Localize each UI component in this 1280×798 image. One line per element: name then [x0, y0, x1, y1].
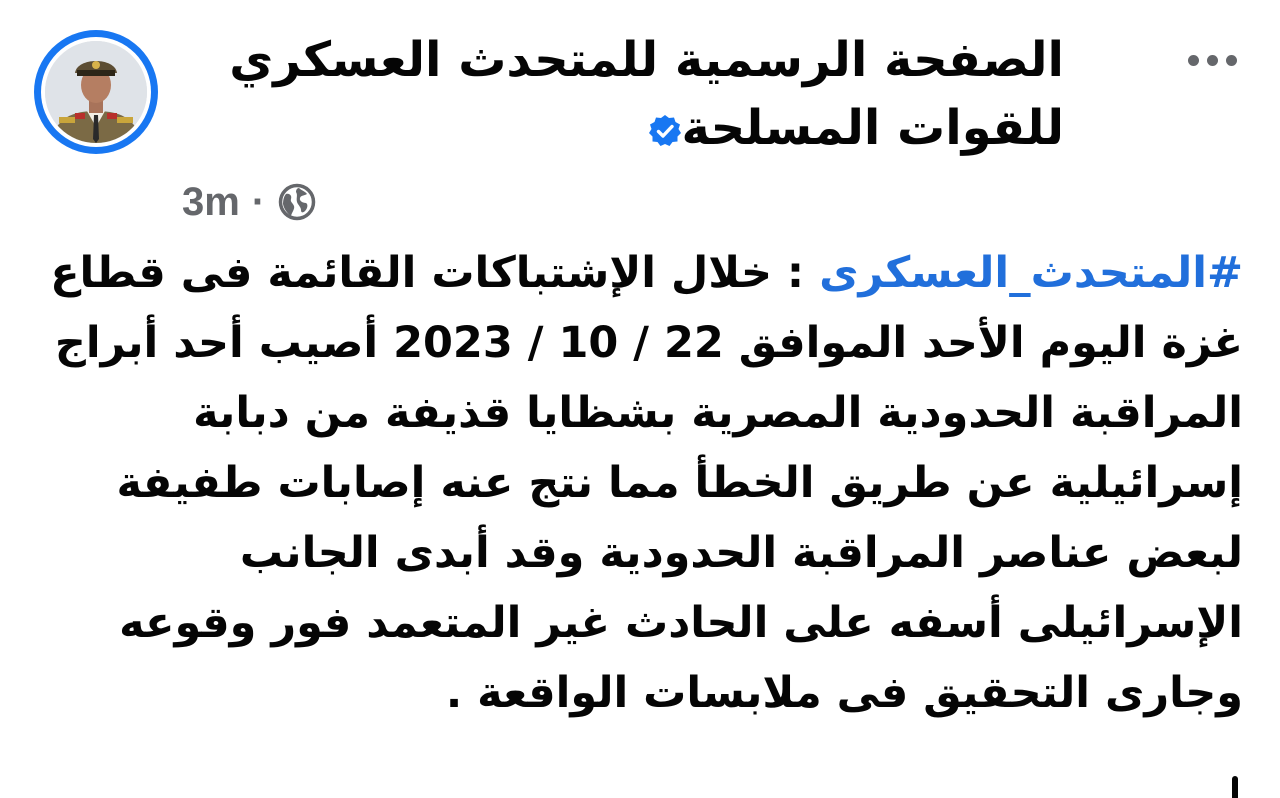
avatar-ring	[41, 37, 151, 147]
post-body-text: : خلال الإشتباكات القائمة فى قطاع غزة اليوم الأحد الموافق 22 / 10 / 2023 أصيب أحد أبراج المراقبة الحدودية المصرية بشظايا قذيفة من دبابة إسرائيلية عن طريق الخطأ مما نتج عنه إصابات طفيفة لبعض عناصر المراقبة الحدودية وقد أبدى الجانب الإسرائيلى أسفه على الحادث غير المتعمد فور وقوعه وجارى التحقيق فى ملابسات الواقعة .	[50, 248, 1243, 718]
next-line-glyph	[1232, 776, 1238, 798]
officer-portrait-image	[45, 41, 147, 143]
page-name-link[interactable]	[184, 26, 1064, 162]
more-options-button[interactable]	[1180, 40, 1244, 80]
more-options-dot	[1226, 55, 1237, 66]
avatar-photo	[45, 41, 147, 143]
more-options-dot	[1207, 55, 1218, 66]
verified-badge-icon	[648, 114, 682, 148]
avatar[interactable]	[34, 30, 158, 154]
more-options-icon	[1188, 55, 1199, 66]
post-body	[36, 238, 1243, 728]
globe-icon[interactable]	[277, 182, 317, 222]
hashtag-link[interactable]: #المتحدث_العسكرى	[819, 248, 1243, 298]
meta-separator: ·	[251, 179, 266, 224]
post-meta	[182, 176, 317, 228]
next-line-fragment	[1180, 776, 1246, 798]
timestamp[interactable]: 3m	[182, 179, 240, 224]
page-name-text: الصفحة الرسمية للمتحدث العسكري للقوات المسلحة	[229, 32, 1064, 156]
